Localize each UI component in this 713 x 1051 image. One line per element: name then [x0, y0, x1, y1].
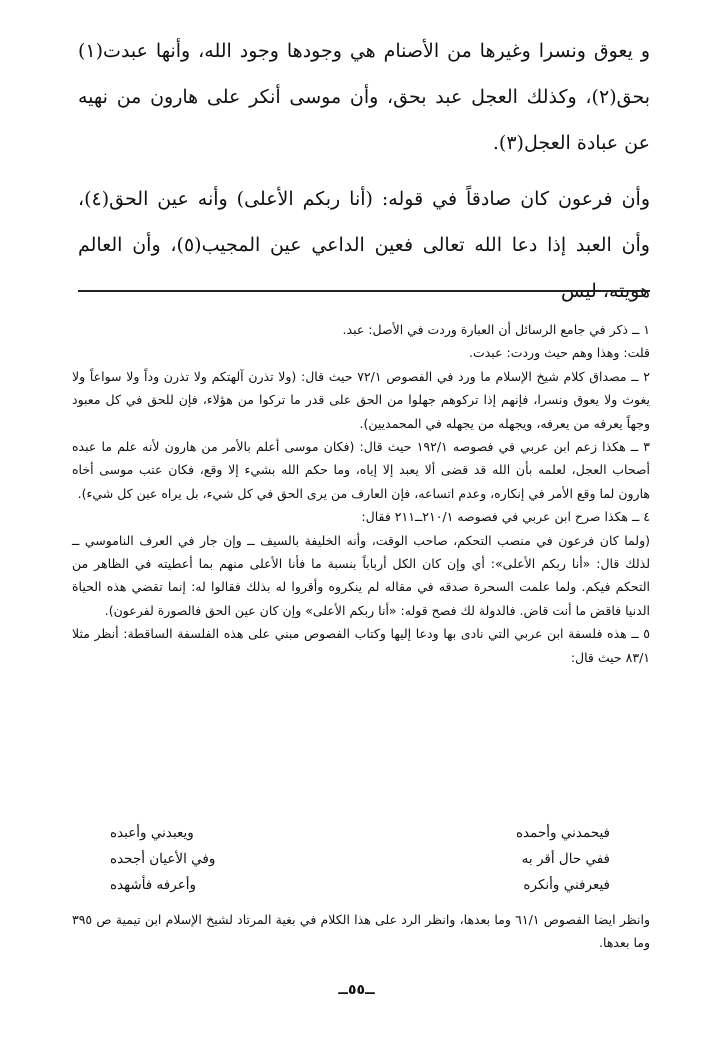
- poem-verse: [110, 872, 610, 898]
- verse-second-hemistich: وفي الأعيان أجحده: [110, 851, 216, 867]
- verse-first-hemistich: فيحمدني وأحمده: [515, 825, 610, 841]
- main-paragraph: و يعوق ونسرا وغيرها من الأصنام هي وجودها وجود الله، وأنها عبدت(١) بحق(٢)، وكذلك العجل عبد بحق، وأن موسى أنكر على هارون من نهيه عن عبادة العجل(٣).: [78, 40, 650, 154]
- verse-first-hemistich: ففي حال أقر به: [521, 851, 610, 867]
- verse-second-hemistich: وأعرفه فأشهده: [110, 877, 197, 893]
- footnote-4-quote: (ولما كان فرعون في منصب التحكم، صاحب الوقت، وأنه الخليفة بالسيف ــ وإن جار في العرف الناموسي ــ لذلك قال: «أنا ربكم الأعلى»: أي وإن كان الكل أرباباً بنسبة ما فأنا الأعلى منهم بما أعطيته في الظاهر من التحكم فيكم. ولما علمت السحرة صدقه في مقاله لم ينكروه وأقروا له بذلك فقالوا له: إنما تقضي هذه الحياة الدنيا فاقض ما أنت قاض. فالدولة لك فصح قوله: «أنا ربكم الأعلى» وإن كان عين الحق فالصورة لفرعون).: [72, 532, 650, 618]
- closing-note: [72, 908, 650, 954]
- main-paragraph: وأن فرعون كان صادقاً في قوله: (أنا ربكم الأعلى) وأنه عين الحق(٤)، وأن العبد إذا دعا الله تعالى فعين الداعي عين المجيب(٥)، وأن العالم هويته، ليس: [78, 188, 650, 302]
- poem: [110, 820, 610, 898]
- footnote-5: ٥ ــ هذه فلسفة ابن عربي التي نادى بها ودعا إليها وكتاب الفصوص مبني على هذه الفلسفة الساقطة: أنظر مثلا ٨٣/١ حيث قال:: [72, 626, 650, 665]
- footnote-1-comment: قلت: وهذا وهم حيث وردت: عبدت.: [469, 345, 650, 361]
- footnote-2: ٢ ــ مصداق كلام شيخ الإسلام ما ورد في الفصوص ٧٢/١ حيث قال: (ولا تذرن آلهتكم ولا تذرن وداً ولا سواعاً ولا يغوث ولا يعوق ونسرا، فإنهم إذا تركوهم جهلوا من الحق على قدر ما تركوا من هؤلاء، فإن للحق في كل معبود وجهاً يعرفه من يعرفه، ويجهله من يجهله في المحمديين).: [72, 368, 650, 431]
- footnote-divider: [78, 290, 650, 292]
- main-text: [78, 28, 650, 314]
- footnote-1: ١ ــ ذكر في جامع الرسائل أن العبارة وردت في الأصل: عبد.: [342, 322, 650, 337]
- footnotes: [72, 318, 650, 669]
- poem-verse: [110, 820, 610, 846]
- verse-first-hemistich: فيعرفني وأنكره: [523, 877, 610, 893]
- footnote-3: ٣ ــ هكذا زعم ابن عربي في فصوصه ١٩٢/١ حيث قال: (فكان موسى أعلم بالأمر من هارون لأنه علم ما عبده أصحاب العجل، لعلمه بأن الله قد قضى ألا يعبد إلا إياه، وما حكم الله بشيء إلا وقع، فكان عتب موسى أخاه هارون لما وقع الأمر في إنكاره، وعدم اتساعه، فإن العارف من يرى الحق في كل شيء، بل يراه عين كل شيء).: [72, 439, 650, 501]
- poem-verse: [110, 846, 610, 872]
- page-number: ــ٥٥ــ: [338, 982, 375, 998]
- closing-note-text: وانظر ايضا الفصوص ٦١/١ وما بعدها، وانظر الرد على هذا الكلام في بغية المرتاد لشيخ الإسلام ابن تيمية ص ٣٩٥ وما بعدها.: [72, 912, 650, 950]
- footnote-4: ٤ ــ هكذا صرح ابن عربي في فصوصه ٢١٠/١ــ٢١١ فقال:: [361, 509, 650, 525]
- verse-second-hemistich: ويعبدني وأعبده: [110, 825, 194, 841]
